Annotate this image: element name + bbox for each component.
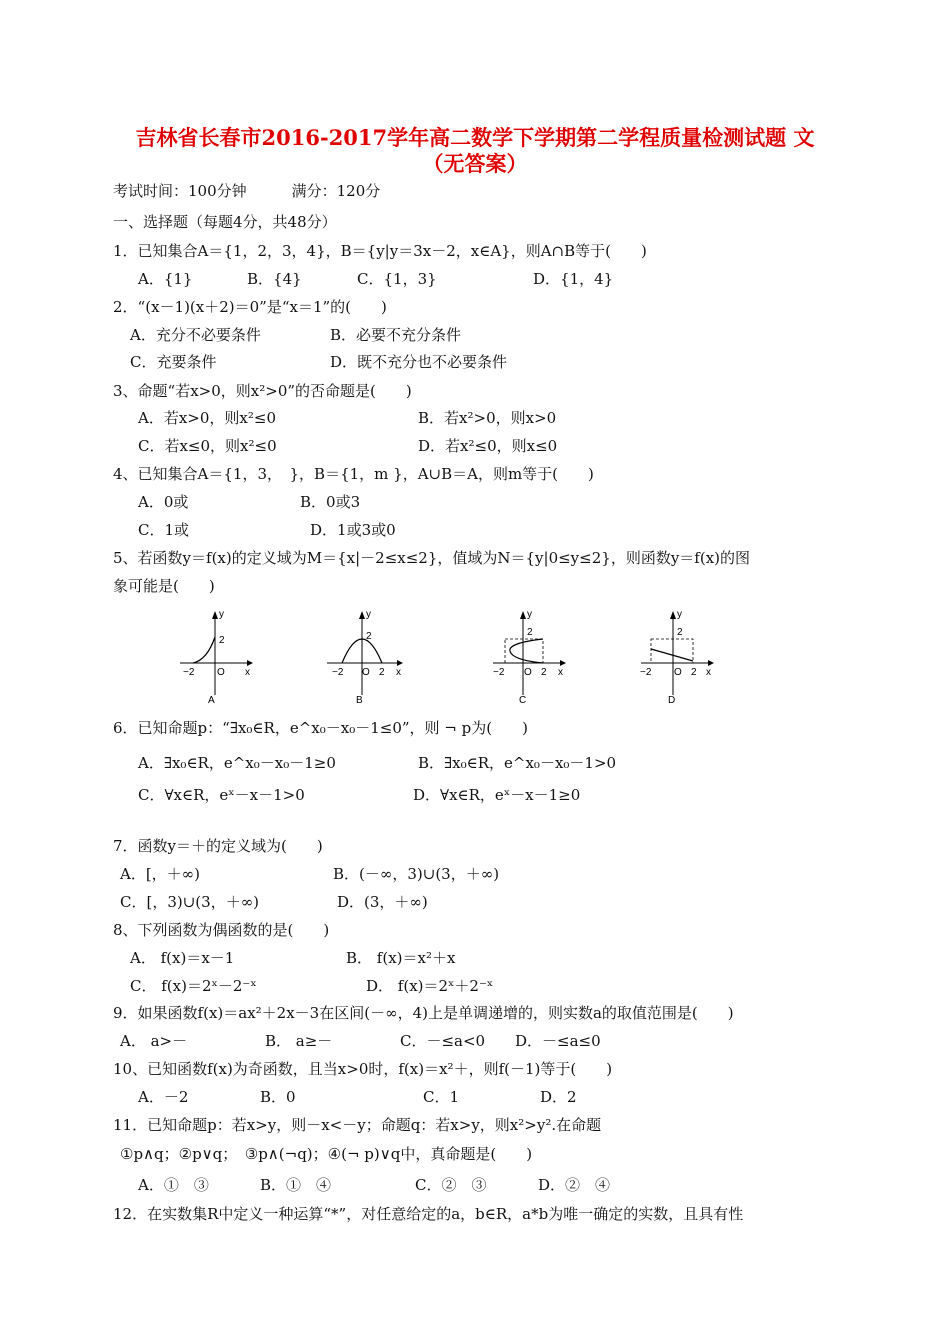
q10-option-c: C．1 <box>423 1088 460 1106</box>
graph-a-x-tick-2: O <box>217 667 225 678</box>
graph-b-x-axis: x <box>396 667 401 678</box>
q3-option-d: D．若x²≤0，则x≤0 <box>418 437 558 455</box>
q1-option-d: D．{1，4} <box>533 270 614 288</box>
q2-option-c: C．充要条件 <box>130 353 217 371</box>
q12-stem: 12．在实数集R中定义一种运算“*”，对任意给定的a，b∈R，a*b为唯一确定的实数，且具有性 <box>113 1205 744 1223</box>
q10-option-b: B．0 <box>260 1088 296 1106</box>
q6-option-d: D．∀x∈R，eˣ－x－1≥0 <box>413 786 581 804</box>
q10-stem: 10、已知函数f(x)为奇函数，且当x>0时，f(x)＝x²＋，则f(－1)等于( ) <box>113 1060 613 1078</box>
graph-c-x-tick-2: O <box>524 667 532 678</box>
q11-option-d: D．② ④ <box>538 1176 611 1194</box>
q1-option-a: A．{1} <box>138 270 193 288</box>
q11-stem-line1: 11．已知命题p：若x>y，则－x<－y；命题q：若x>y，则x²>y².在命题 <box>113 1116 602 1134</box>
q1-stem: 1．已知集合A＝{1，2，3，4}，B＝{y|y＝3x－2，x∈A}，则A∩B等于( ) <box>113 242 647 260</box>
q4-option-a: A．0或 <box>138 493 189 511</box>
q6-stem: 6．已知命题p：“∃x₀∈R，e^x₀－x₀－1≤0”，则 ¬ p为( ) <box>113 719 528 737</box>
q1-option-b: B．{4} <box>247 270 302 288</box>
graph-a-y-tick: 2 <box>219 635 225 646</box>
document-title-line2: （无答案） <box>422 151 528 176</box>
graph-b <box>322 605 407 714</box>
graph-b-y-axis: y <box>366 609 371 620</box>
q6-option-a: A．∃x₀∈R，e^x₀－x₀－1≥0 <box>138 754 336 772</box>
exam-info: 考试时间：100分钟 满分：120分 <box>113 182 381 200</box>
q2-option-d: D．既不充分也不必要条件 <box>330 353 508 371</box>
q7-stem: 7．函数y＝＋的定义域为( ) <box>113 837 323 855</box>
q9-option-b: B． a≥－ <box>265 1032 333 1050</box>
q1-option-c: C．{1，3} <box>357 270 437 288</box>
q11-option-b: B．① ④ <box>260 1176 332 1194</box>
q7-option-a: A．[，＋∞) <box>120 865 201 883</box>
q7-option-c: C．[，3)∪(3，＋∞) <box>120 893 260 911</box>
q3-stem: 3、命题“若x>0，则x²>0”的否命题是( ) <box>113 382 412 400</box>
q7-option-d: D．(3，＋∞) <box>337 893 428 911</box>
q4-stem: 4、已知集合A＝{1，3， }，B＝{1，m }，A∪B＝A，则m等于( ) <box>113 465 594 483</box>
q10-option-a: A．－2 <box>138 1088 189 1106</box>
graph-b-label: B <box>356 695 363 706</box>
q6-option-b: B．∃x₀∈R，e^x₀－x₀－1>0 <box>418 754 617 772</box>
graph-d-y-tick: 2 <box>677 627 683 638</box>
graph-d-x-axis: x <box>706 667 711 678</box>
graph-a-x-tick-1: −2 <box>183 667 195 678</box>
graph-d-y-axis: y <box>677 609 682 620</box>
graph-d-label: D <box>668 695 676 706</box>
q9-option-c: C．－≤a<0 <box>400 1032 486 1050</box>
q8-option-c: C． f(x)＝2ˣ－2⁻ˣ <box>130 977 257 995</box>
graph-a-x-axis: x <box>245 667 250 678</box>
q3-option-c: C．若x≤0，则x²≤0 <box>138 437 277 455</box>
graph-b-x-tick-2: O <box>362 667 370 678</box>
graph-a-y-axis: y <box>219 609 224 620</box>
q5-stem-line1: 5、若函数y＝f(x)的定义域为M＝{x|－2≤x≤2}，值域为N＝{y|0≤y≤2}，则函数y＝f(x)的图 <box>113 549 751 567</box>
q8-option-d: D． f(x)＝2ˣ＋2⁻ˣ <box>366 977 494 995</box>
graph-d-x-tick-3: 2 <box>691 667 697 678</box>
q11-option-c: C．② ③ <box>415 1176 487 1194</box>
q11-option-a: A．① ③ <box>138 1176 209 1194</box>
graph-c-label: C <box>519 695 527 706</box>
q4-option-d: D．1或3或0 <box>310 521 396 539</box>
q8-stem: 8、下列函数为偶函数的是( ) <box>113 921 330 939</box>
q10-option-d: D．2 <box>540 1088 577 1106</box>
graph-b-x-tick-3: 2 <box>379 667 385 678</box>
q2-option-a: A．充分不必要条件 <box>130 326 261 344</box>
q9-stem: 9．如果函数f(x)＝ax²＋2x－3在区间(－∞，4)上是单调递增的，则实数a的取值范围是( ) <box>113 1004 734 1022</box>
graph-d-x-tick-2: O <box>674 667 682 678</box>
graph-c-x-tick-1: −2 <box>493 667 505 678</box>
q3-option-a: A．若x>0，则x²≤0 <box>138 409 276 427</box>
q11-stem-line2: ①p∧q；②p∨q； ③p∧(¬q)；④(¬ p)∨q中，真命题是( ) <box>120 1145 533 1163</box>
graph-c-x-axis: x <box>558 667 563 678</box>
graph-d-x-tick-1: −2 <box>640 667 652 678</box>
q2-stem: 2．“(x－1)(x＋2)＝0”是“x＝1”的( ) <box>113 298 387 316</box>
q9-option-d: D．－≤a≤0 <box>515 1032 601 1050</box>
q8-option-a: A． f(x)＝x－1 <box>130 949 235 967</box>
q4-option-b: B．0或3 <box>300 493 361 511</box>
q7-option-b: B．(－∞，3)∪(3，＋∞) <box>333 865 500 883</box>
graph-a-label: A <box>208 695 215 706</box>
q4-option-c: C．1或 <box>138 521 190 539</box>
q8-option-b: B． f(x)＝x²＋x <box>346 949 456 967</box>
q3-option-b: B．若x²>0，则x>0 <box>418 409 557 427</box>
document-title-line1: 吉林省长春市2016-2017学年高二数学下学期第二学程质量检测试题 文 <box>135 125 815 150</box>
q5-stem-line2: 象可能是( ) <box>113 577 215 595</box>
section-heading: 一、选择题（每题4分，共48分） <box>113 213 337 231</box>
q6-option-c: C．∀x∈R，eˣ－x－1>0 <box>138 786 305 804</box>
graph-b-y-tick: 2 <box>366 631 372 642</box>
graph-c-y-tick: 2 <box>527 627 533 638</box>
graph-d <box>636 605 721 714</box>
graph-b-x-tick-1: −2 <box>332 667 344 678</box>
q9-option-a: A． a>－ <box>120 1032 188 1050</box>
q2-option-b: B．必要不充分条件 <box>330 326 462 344</box>
graph-c <box>488 605 573 714</box>
graph-c-x-tick-3: 2 <box>541 667 547 678</box>
graph-a <box>175 605 255 714</box>
graph-c-y-axis: y <box>527 609 532 620</box>
